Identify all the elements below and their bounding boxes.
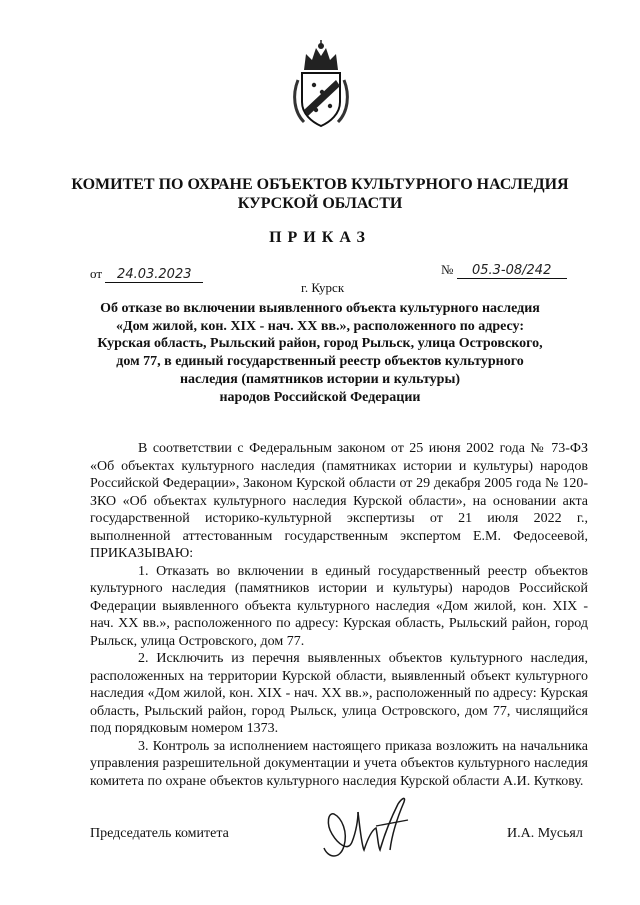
item-paragraph-3: 3. Контроль за исполнением настоящего приказа возложить на начальника управления разрешительной документации и учета объектов культурного наследия комитета по охране объектов культурного наследия Курской области А.И. Куткову.: [90, 738, 588, 789]
document-type-title: ПРИКАЗ: [269, 229, 371, 246]
organization-name-line1: КОМИТЕТ ПО ОХРАНЕ ОБЪЕКТОВ КУЛЬТУРНОГО НАСЛЕДИЯ: [71, 176, 569, 193]
order-subject: [0, 300, 640, 406]
subject-line: Об отказе во включении выявленного объекта культурного наследия: [100, 301, 540, 316]
order-date: [90, 266, 203, 283]
date-prefix: от: [90, 266, 103, 281]
subject-line: наследия (памятников истории и культуры): [179, 371, 461, 387]
preamble-paragraph: В соответствии с Федеральным законом от 25 июня 2002 года № 73-ФЗ «Об объектах культурного наследия (памятниках истории и культуры) народов Российской Федерации», Законом Курской области от 29 декабря 2005 года № 120-ЗКО «Об объектах культурного наследия Курской области», на основании акта государственной историко-культурной экспертизы от 21 июля 2022 г., выполненной аттестованным государственным экспертом Е.М. Федосеевой, ПРИКАЗЫВАЮ:: [90, 441, 588, 561]
subject-line: Курская область, Рыльский район, город Рыльск, улица Островского,: [97, 336, 543, 352]
item-paragraph-2: 2. Исключить из перечня выявленных объектов культурного наследия, расположенных на территории Курской области, выявленный объект культурного наследия «Дом жилой, кон. XIX - нач. XX вв.», расположенный по адресу: Курская область, Рыльский район, город Рыльск, улица Островского, дом 77, числящийся под порядковым номером 1373.: [90, 651, 588, 736]
coat-of-arms-emblem: [290, 40, 352, 130]
subject-line: народов Российской Федерации: [219, 389, 421, 405]
subject-line: «Дом жилой, кон. XIX - нач. XX вв.», расположенного по адресу:: [115, 318, 525, 334]
date-value: 24.03.2023: [105, 267, 203, 283]
handwritten-signature: [318, 790, 410, 865]
organization-name-line2: КУРСКОЙ ОБЛАСТИ: [237, 195, 403, 212]
number-value: 05.3-08/242: [457, 263, 567, 279]
item-paragraph-1: 1. Отказать во включении в единый государственный реестр объектов культурного наследия (памятников истории и культуры) народов Российской Федерации выявленного объекта культурного наследия «Дом жилой, кон. XIX - нач. XX вв.», расположенного по адресу: Курская область, Рыльский район, город Рыльск, улица Островского, дом 77.: [90, 563, 588, 649]
signer-name: И.А. Мусьял: [507, 826, 583, 841]
number-prefix: №: [441, 262, 454, 277]
signer-position: Председатель комитета: [90, 826, 229, 841]
city: г. Курск: [301, 280, 345, 295]
subject-line: дом 77, в единый государственный реестр объектов культурного: [116, 354, 524, 370]
organization-name: [0, 175, 640, 213]
order-number: [441, 262, 567, 279]
order-body: [90, 440, 588, 790]
